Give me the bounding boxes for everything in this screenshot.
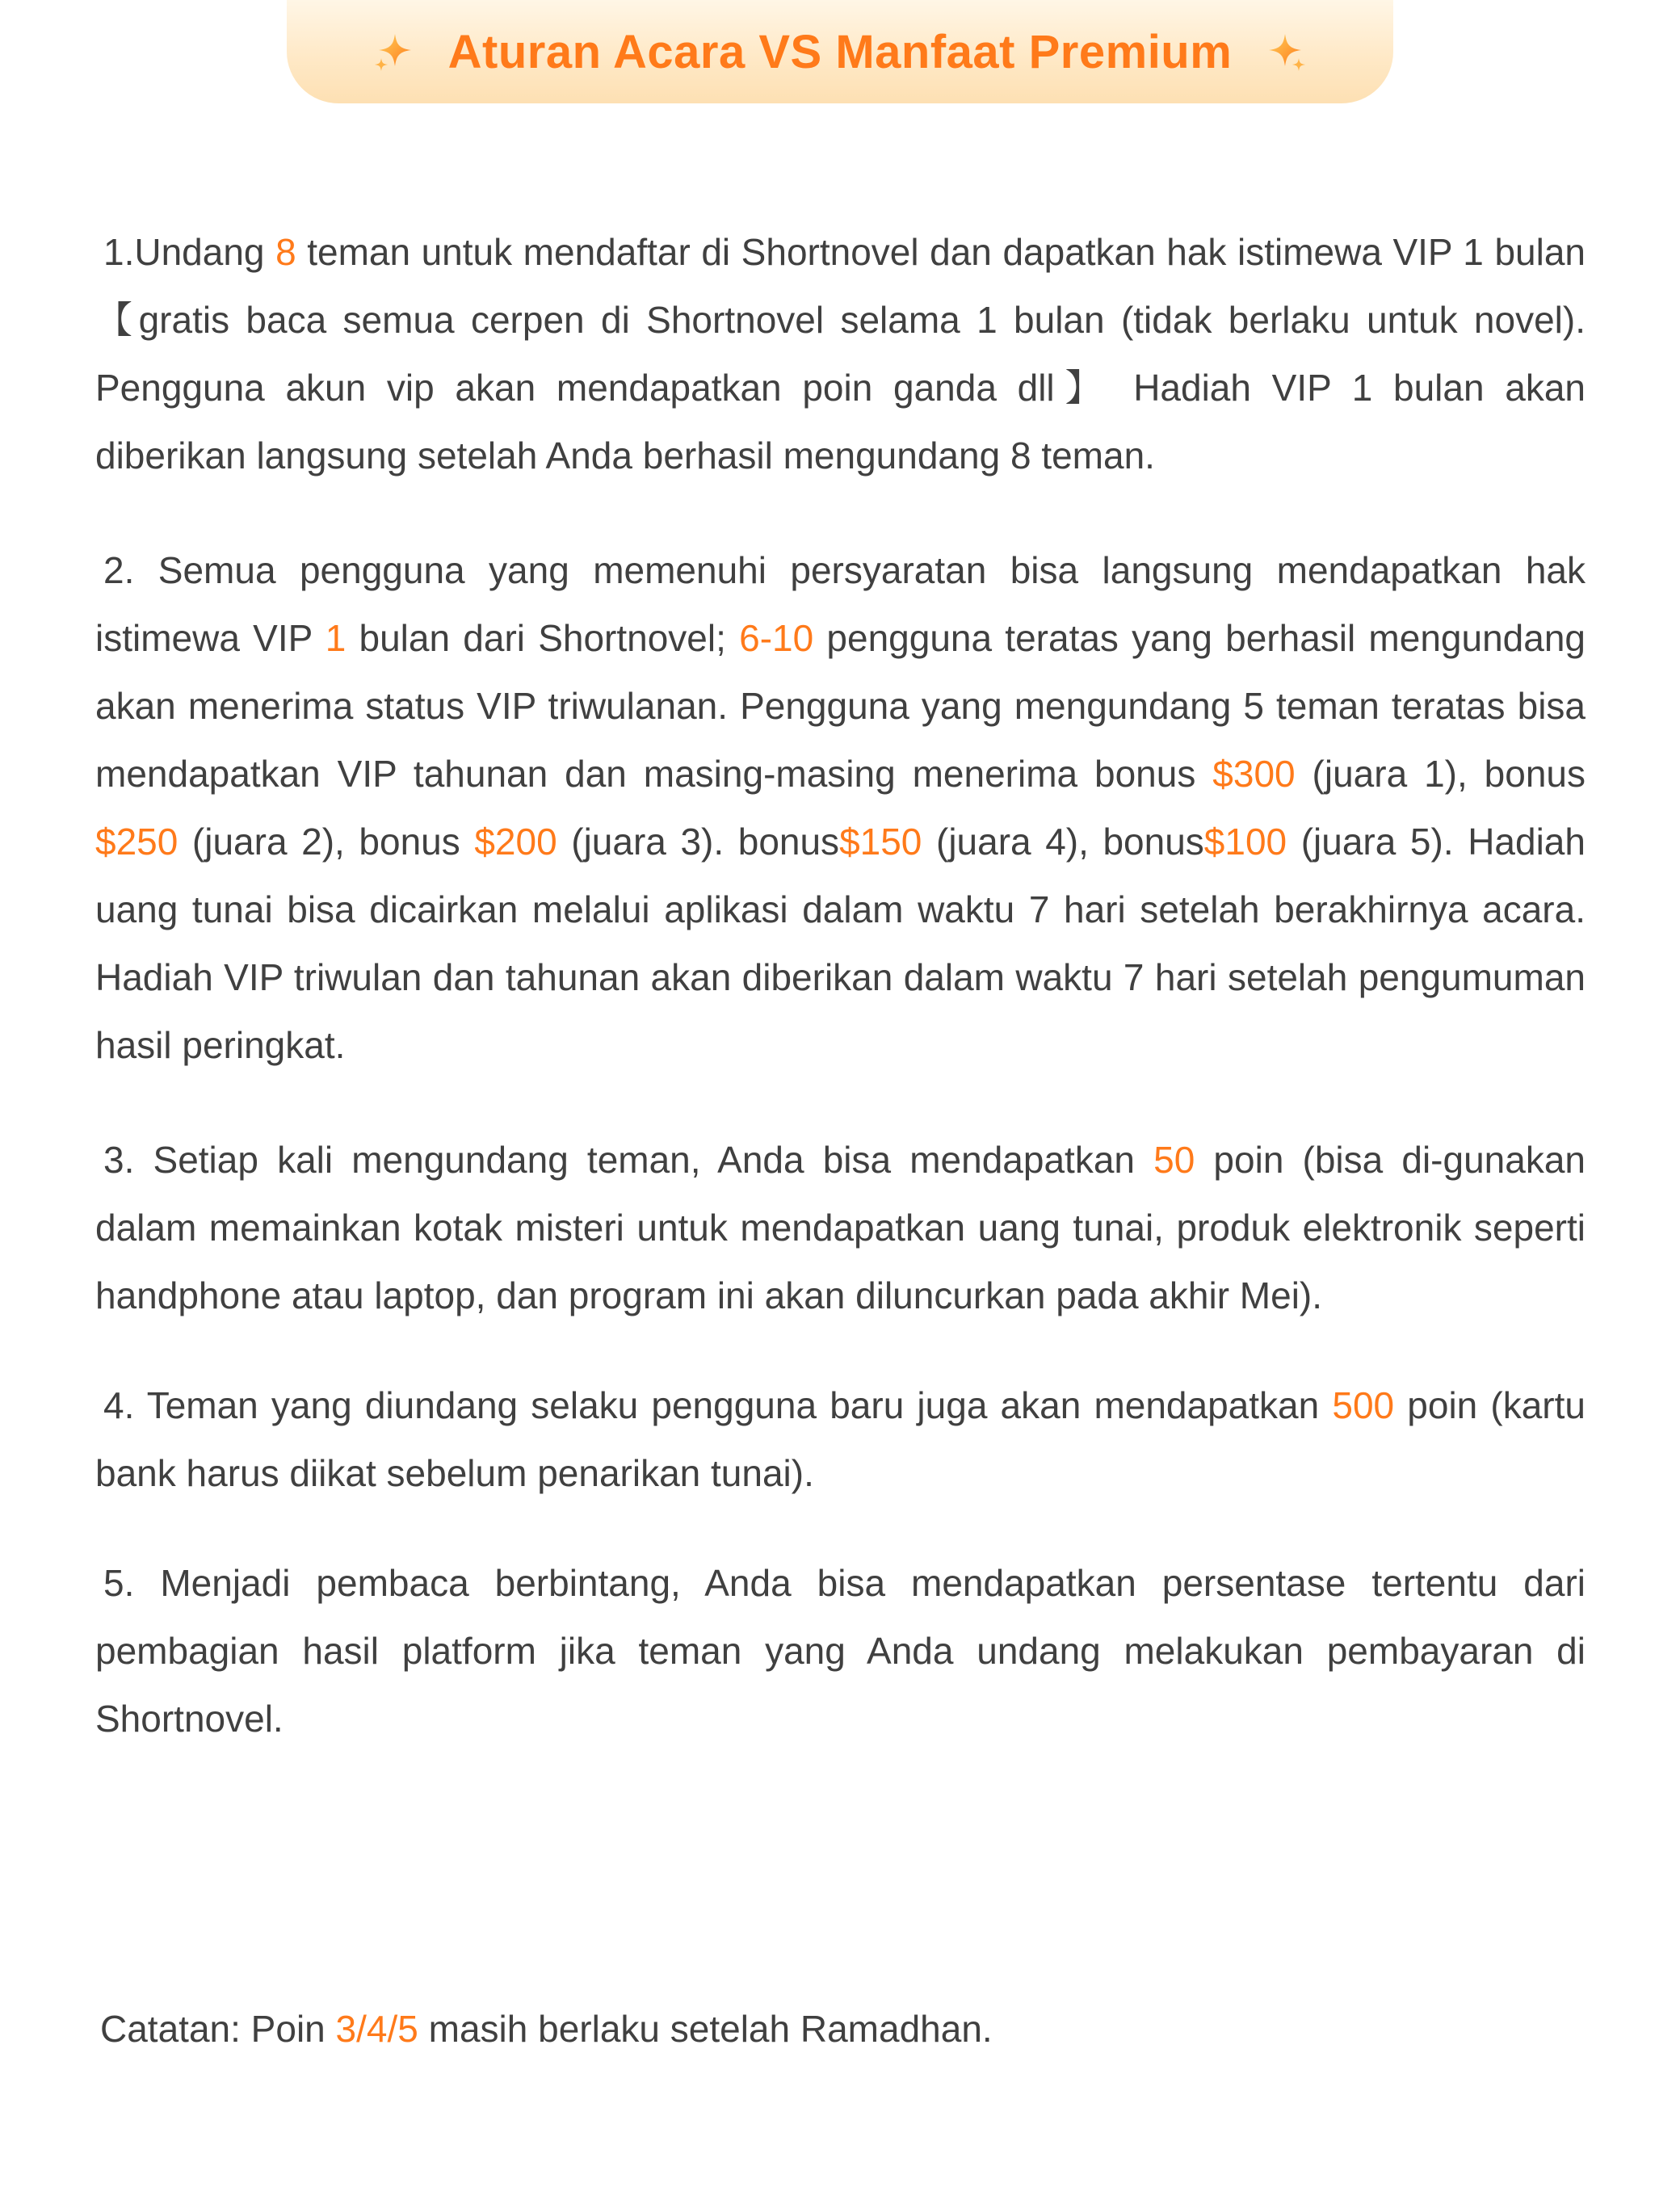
rule-text: . Teman yang diundang selaku pengguna baru juga akan mendapatkan <box>124 1384 1333 1426</box>
rule-text: poin (bisa di-gunakan dalam memainkan kotak misteri untuk mendapatkan uang tunai, produk elektronik seperti handphone atau laptop, dan program ini akan diluncurkan pada akhir Mei). <box>95 1139 1586 1316</box>
rule-text: (juara 4), bonus <box>922 821 1204 863</box>
rule-item <box>95 536 1586 1079</box>
highlight-value: $300 <box>1212 753 1296 795</box>
rule-text: . Setiap kali mengundang teman, Anda bisa mendapatkan <box>124 1139 1154 1181</box>
rule-text: pengguna teratas yang berhasil mengundang akan menerima status VIP triwulanan. Pengguna yang mengundang 5 teman teratas bisa mendapatkan VIP tahunan dan masing-masing menerima bonus <box>95 617 1586 795</box>
rule-number: 5 <box>103 1562 124 1604</box>
rule-text: Catatan: Poin <box>100 2008 336 2050</box>
header-banner <box>287 0 1393 103</box>
rule-number: 4 <box>103 1384 124 1426</box>
rule-number: 3 <box>103 1139 124 1181</box>
rule-text: .Undang <box>124 231 276 273</box>
highlight-value: $100 <box>1203 821 1287 863</box>
highlight-value: 50 <box>1153 1139 1195 1181</box>
highlight-value: 500 <box>1332 1384 1395 1426</box>
highlight-value: 1 <box>325 617 346 659</box>
rule-number: 1 <box>103 231 124 273</box>
highlight-value: 6-10 <box>739 617 814 659</box>
rule-item <box>95 1126 1586 1329</box>
rule-text: teman untuk mendaftar di Shortnovel dan dapatkan hak istimewa VIP 1 bulan 【gratis baca semua cerpen di Shortnovel selama 1 bulan (tidak berlaku untuk novel). Pengguna akun vip akan mendapatkan poin ganda dll】 Hadiah VIP 1 bulan akan diberikan langsung setelah Anda berhasil mengundang 8 teman. <box>95 231 1586 477</box>
rule-text: (juara 5). Hadiah uang tunai bisa dicairkan melalui aplikasi dalam waktu 7 hari setelah berakhirnya acara. Hadiah VIP triwulan dan tahunan akan diberikan dalam waktu 7 hari setelah pengumuman hasil peringkat. <box>95 821 1586 1066</box>
rule-text: poin (kartu bank harus diikat sebelum penarikan tunai). <box>95 1384 1586 1494</box>
sparkle-right-icon <box>1264 29 1309 74</box>
highlight-value: $200 <box>474 821 557 863</box>
rule-text: (juara 3). bonus <box>556 821 840 863</box>
highlight-value: 3/4/5 <box>335 2008 418 2050</box>
sparkle-left-icon <box>371 29 416 74</box>
note-text <box>100 1995 993 2063</box>
rule-item <box>95 1371 1586 1507</box>
rule-text: bulan dari Shortnovel; <box>346 617 740 659</box>
rule-item <box>95 1549 1586 1753</box>
highlight-value: 8 <box>275 231 296 273</box>
rule-text: (juara 2), bonus <box>178 821 475 863</box>
rule-item <box>95 218 1586 489</box>
rule-text: masih berlaku setelah Ramadhan. <box>418 2008 993 2050</box>
rule-text: . Menjadi pembaca berbintang, Anda bisa mendapatkan persentase tertentu dari pembagian hasil platform jika teman yang Anda undang melakukan pembayaran di Shortnovel. <box>95 1562 1586 1740</box>
rule-text: (juara 1), bonus <box>1295 753 1586 795</box>
rule-text: . Semua pengguna yang memenuhi persyaratan bisa langsung mendapatkan hak istimewa VIP <box>95 549 1586 659</box>
rule-number: 2 <box>103 549 124 591</box>
highlight-value: $250 <box>95 821 178 863</box>
rules-list <box>95 218 1586 1753</box>
highlight-value: $150 <box>839 821 922 863</box>
page-title: Aturan Acara VS Manfaat Premium <box>447 25 1233 78</box>
